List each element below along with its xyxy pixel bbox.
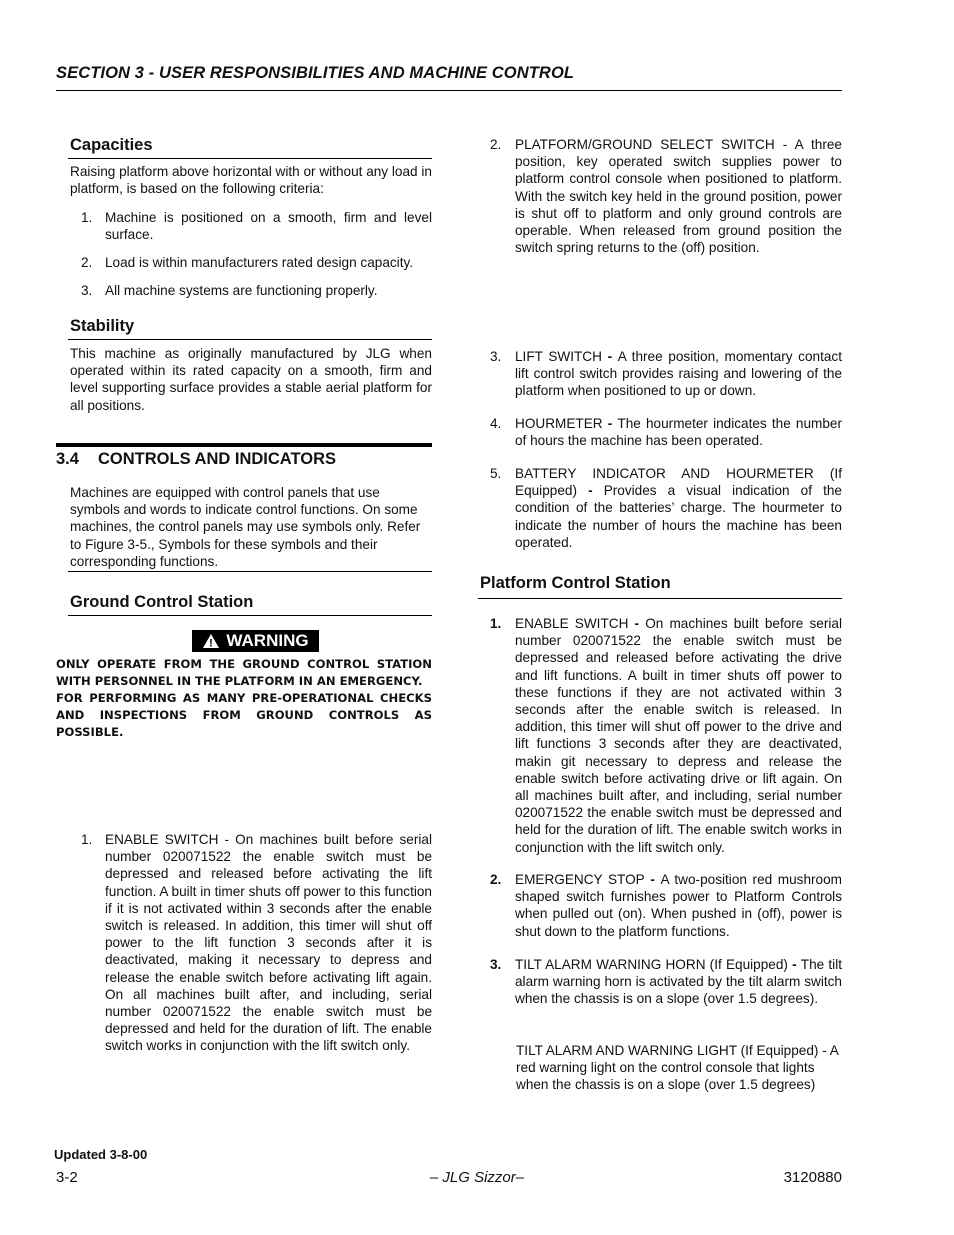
controls-heading-number: 3.4	[56, 450, 79, 468]
item-label: HOURMETER	[515, 416, 603, 431]
item-text	[515, 615, 842, 856]
item-description: Provides a visual indication of the condition of the batteries’ charge. The hourmeter to indicate the number of hours the machine has been operated.	[515, 483, 842, 550]
platform-item-2	[480, 871, 842, 943]
item-description: The hourmeter indicates the number of hours the machine has been operated.	[515, 416, 842, 449]
item-separator: -	[644, 872, 661, 887]
controls-rule	[68, 571, 432, 572]
item-number: 3.	[81, 283, 93, 298]
document-number: 3120880	[783, 1169, 842, 1186]
item-label: LIFT SWITCH	[515, 349, 602, 364]
capacities-item-3	[70, 282, 432, 300]
item-text	[515, 871, 842, 940]
item-number: 3.	[490, 957, 502, 972]
item-separator: -	[601, 349, 618, 364]
item-description: A two-position red mushroom shaped switch furnishes power to Platform Controls when pulled out (on). When pushed in (off), power is shut down to the platform functions.	[515, 872, 842, 939]
svg-text:!: !	[209, 637, 214, 649]
header-divider	[56, 90, 842, 91]
capacities-rule	[68, 158, 432, 159]
capacities-item-1	[70, 209, 432, 245]
capacities-heading: Capacities	[70, 136, 153, 154]
ground-item-5	[480, 465, 842, 555]
stability-heading: Stability	[70, 317, 135, 335]
capacities-item-2	[70, 254, 432, 272]
item-text	[515, 465, 842, 551]
item-label: TILT ALARM WARNING HORN (If Equipped)	[515, 957, 788, 972]
item-number: 2.	[81, 255, 93, 270]
platform-item-1	[480, 615, 842, 860]
capacities-intro: Raising platform above horizontal with or without any load in platform, is based on the following criteria:	[70, 164, 432, 197]
ground-item-2	[480, 136, 842, 260]
ground-station-rule	[68, 615, 432, 616]
section-3-4-rule	[56, 443, 432, 447]
item-text: All machine systems are functioning properly.	[105, 283, 378, 298]
item-text	[515, 415, 842, 449]
platform-item-3	[480, 956, 842, 1028]
item-text	[515, 348, 842, 400]
item-separator: -	[602, 416, 618, 431]
item-text: PLATFORM/GROUND SELECT SWITCH - A three position, key operated switch supplies power to platform control console when positioned to platform. With the switch key held in the ground position, power is shut off to platform and only ground controls are operable. When released from ground position the switch spring returns to the (off) position.	[515, 137, 842, 256]
footer-title: – JLG Sizzor–	[429, 1169, 525, 1186]
item-separator: -	[787, 957, 801, 972]
item-number: 2.	[490, 872, 502, 887]
item-number: 2.	[490, 137, 502, 152]
item-description: The tilt alarm warning horn is activated by the tilt alarm switch when the chassis is on a slope (over 1.5 degrees).	[515, 957, 842, 1007]
item-number: 4.	[490, 416, 502, 431]
warning-text-2: FOR PERFORMING AS MANY PRE-OPERATIONAL CHECKS AND INSPECTIONS FROM GROUND CONTROLS AS POSSIBLE.	[56, 691, 432, 740]
warning-label: WARNING	[226, 631, 309, 650]
warning-banner	[192, 630, 319, 652]
item-label: BATTERY INDICATOR AND HOURMETER (If Equipped)	[515, 466, 842, 499]
controls-heading: CONTROLS AND INDICATORS	[98, 450, 337, 468]
item-separator: -	[628, 616, 646, 631]
item-number: 1.	[490, 616, 502, 631]
stability-rule	[68, 339, 432, 340]
item-label: ENABLE SWITCH	[515, 616, 629, 631]
platform-station-heading: Platform Control Station	[480, 574, 671, 592]
item-text: Machine is positioned on a smooth, firm and level surface.	[105, 210, 432, 243]
item-number: 1.	[81, 210, 93, 225]
ground-item-1	[70, 831, 432, 1071]
item-label: EMERGENCY STOP	[515, 872, 645, 887]
ground-item-3	[480, 348, 842, 402]
page-number: 3-2	[56, 1169, 78, 1186]
item-number: 3.	[490, 349, 502, 364]
item-description: On machines built before serial number 020071522 the enable switch must be depressed and released before activating the drive and lift functions. A built in timer shuts off power to these functions if they are not activated within 3 seconds after the enable switch is released. In addition, this timer will shut off power to the drive and lift functions 3 seconds after they are deactivated, makin git necessary to depress and release the enable switch before activating drive or lift again. On all machines built after, and including, serial number 020071522 the enable switch must be depressed and held for the duration of lift. The enable switch works in conjunction with the lift switch only.	[515, 616, 842, 855]
item-number: 1.	[81, 832, 93, 847]
item-description: A three position, momentary contact lift control switch provides raising and lowering of the platform when positioned to up or down.	[515, 349, 842, 399]
item-number: 5.	[490, 466, 502, 481]
section-header: SECTION 3 - USER RESPONSIBILITIES AND MACHINE CONTROL	[56, 64, 575, 82]
ground-item-4	[480, 415, 842, 451]
warning-text-1: ONLY OPERATE FROM THE GROUND CONTROL STATION WITH PERSONNEL IN THE PLATFORM IN AN EMERGENCY.	[56, 657, 432, 689]
updated-date: Updated 3-8-00	[54, 1147, 148, 1162]
platform-station-rule	[478, 598, 842, 599]
stability-text: This machine as originally manufactured by JLG when operated within its rated capacity on a smooth, firm and level supporting surface provides a stable aerial platform for all positions.	[70, 346, 432, 413]
warning-triangle-icon	[202, 633, 220, 649]
platform-item-3-extra: TILT ALARM AND WARNING LIGHT (If Equipped) - A red warning light on the control console that lights when the chassis is on a slope (over 1.5 degrees)	[516, 1043, 839, 1093]
item-text: Load is within manufacturers rated design capacity.	[105, 255, 414, 270]
controls-text: Machines are equipped with control panels that use symbols and words to indicate control functions. On some machines, the control panels may use symbols only. Refer to Figure 3-5., Symbols for these symbols and their corresponding functions.	[70, 485, 421, 569]
item-text: ENABLE SWITCH - On machines built before serial number 020071522 the enable switch must be depressed and released before activating the lift function. A built in timer shuts off power to this function if it is not activated within 3 seconds after the enable switch is released. In addition, this timer will shut off power to the lift function 3 seconds after it is deactivated, making it necessary to depress and release the enable switch before activating lift again. On all machines built after, and including, serial number 020071522 the enable switch must be depressed and held for the duration of lift. The enable switch works in conjunction with the lift switch only.	[105, 832, 432, 1054]
ground-station-heading: Ground Control Station	[70, 593, 254, 611]
item-separator: -	[576, 483, 604, 499]
item-text	[515, 956, 842, 1008]
